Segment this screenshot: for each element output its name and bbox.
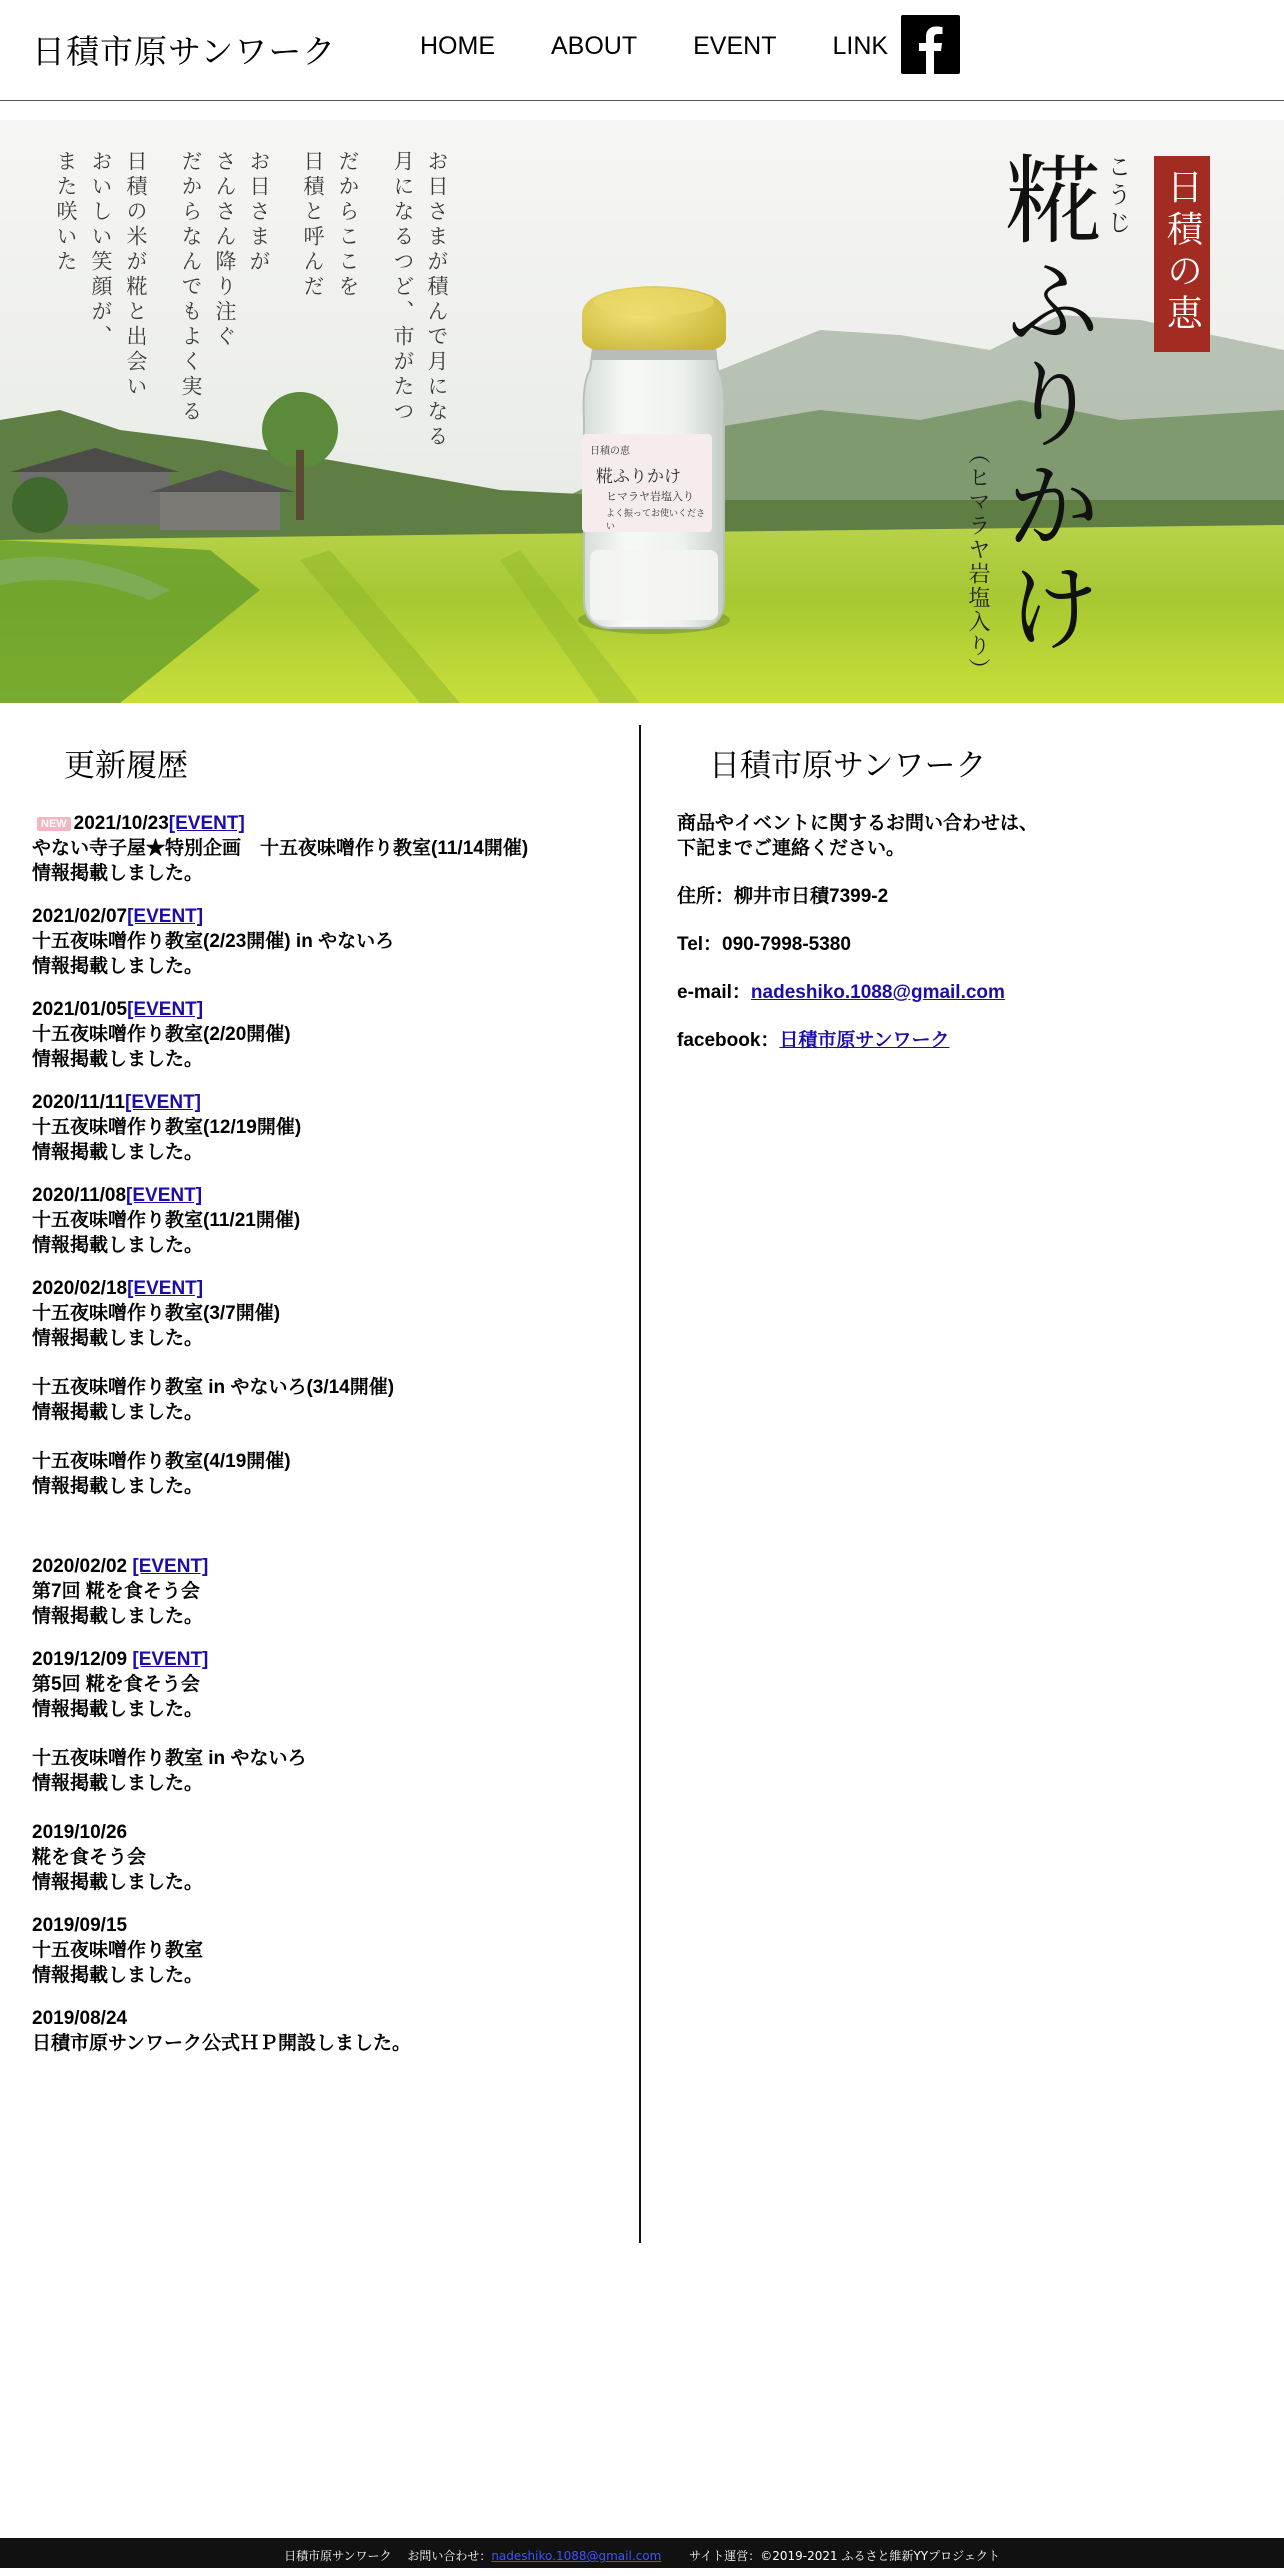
list-item — [32, 1913, 612, 1988]
list-item — [32, 904, 612, 979]
entry-text: 第7回 糀を食そう会 — [32, 1581, 200, 1602]
contact-intro-line2: 下記までご連絡ください。 — [677, 838, 906, 859]
product-badge: 日積の恵 — [1154, 156, 1210, 352]
nav-event[interactable]: EVENT — [693, 32, 777, 60]
entry-text: 十五夜味噌作り教室(4/19開催) — [32, 1451, 291, 1472]
event-link[interactable]: [EVENT] — [127, 999, 204, 1020]
entry-date: 2020/11/08 — [32, 1185, 127, 1206]
nav-about[interactable]: ABOUT — [551, 32, 638, 60]
list-item — [32, 811, 612, 886]
entry-note: 情報掲載しました。 — [32, 1235, 204, 1256]
poem-line: また咲いた — [54, 150, 78, 275]
entry-note: 情報掲載しました。 — [32, 1142, 204, 1163]
entry-date: 2019/08/24 — [32, 2008, 128, 2029]
entry-note: 情報掲載しました。 — [32, 1699, 204, 1720]
list-item — [32, 1183, 612, 1258]
main-nav — [420, 32, 944, 61]
list-item — [32, 1746, 612, 1796]
list-item — [32, 1449, 612, 1499]
jar-label-line2: 糀ふりかけ — [596, 467, 681, 487]
facebook-label: facebook： — [677, 1030, 780, 1051]
entry-text: 十五夜味噌作り教室 in やないろ(3/14開催) — [32, 1377, 395, 1398]
facebook-link[interactable]: 日積市原サンワーク — [779, 1030, 950, 1051]
jar-label-line1: 日積の恵 — [590, 446, 630, 457]
poem-line: だからなんでもよく実る — [179, 150, 203, 425]
new-badge: NEW — [37, 817, 71, 831]
poem-line: だからここを — [336, 150, 360, 300]
hero-banner — [0, 120, 1284, 703]
contact-address: 住所：柳井市日積7399-2 — [677, 886, 889, 907]
entry-note: 情報掲載しました。 — [32, 956, 204, 977]
contact-title: 日積市原サンワーク — [709, 748, 987, 784]
poem-line: さんさん降り注ぐ — [213, 150, 237, 350]
entry-note: 情報掲載しました。 — [32, 1773, 204, 1794]
event-link[interactable]: [EVENT] — [132, 1649, 209, 1670]
entry-date: 2019/09/15 — [32, 1915, 128, 1936]
entry-note: 情報掲載しました。 — [32, 1049, 204, 1070]
email-label: e-mail： — [677, 982, 751, 1003]
footer-email-link[interactable]: nadeshiko.1088@gmail.com — [491, 2549, 662, 2563]
site-header — [0, 0, 1284, 101]
footer-inquiry-label: お問い合わせ： — [407, 2549, 492, 2563]
entry-date: 2021/01/05 — [32, 999, 128, 1020]
entry-note: 情報掲載しました。 — [32, 1872, 204, 1893]
entry-text: 十五夜味噌作り教室(11/21開催) — [32, 1210, 301, 1231]
entry-note: 情報掲載しました。 — [32, 1965, 204, 1986]
contact-section — [677, 740, 1237, 1076]
list-item — [32, 1375, 612, 1425]
entry-text: 十五夜味噌作り教室(2/20開催) — [32, 1024, 291, 1045]
entry-text: 糀を食そう会 — [32, 1847, 147, 1868]
contact-email-row — [677, 980, 1237, 1005]
entry-text: 日積市原サンワーク公式ＨＰ開設しました。 — [32, 2033, 412, 2054]
entry-date: 2020/02/02 — [32, 1556, 133, 1577]
list-item — [32, 1090, 612, 1165]
entry-text: 十五夜味噌作り教室 in やないろ — [32, 1748, 307, 1769]
contact-intro — [677, 811, 1237, 861]
contact-tel: Tel：090-7998-5380 — [677, 934, 851, 955]
entry-note: 情報掲載しました。 — [32, 863, 204, 884]
footer-org: 日積市原サンワーク — [284, 2549, 392, 2563]
entry-note: 情報掲載しました。 — [32, 1606, 204, 1627]
footer-credit: サイト運営：©2019-2021 ふるさと維新YYプロジェクト — [689, 2549, 1000, 2563]
jar-label — [582, 434, 712, 532]
entry-text: 第5回 糀を食そう会 — [32, 1674, 200, 1695]
event-link[interactable]: [EVENT] — [168, 813, 245, 834]
entry-text: 十五夜味噌作り教室 — [32, 1940, 204, 1961]
nav-link[interactable]: LINK — [832, 32, 889, 60]
update-history — [32, 740, 612, 2074]
list-item — [32, 2006, 612, 2056]
product-name: 糀ふりかけ — [990, 150, 1102, 660]
nav-home[interactable]: HOME — [420, 32, 495, 60]
poem-line: お日さまが — [247, 150, 271, 275]
email-link[interactable]: nadeshiko.1088@gmail.com — [750, 982, 1005, 1003]
site-title[interactable]: 日積市原サンワーク — [32, 32, 337, 71]
entry-text: やない寺子屋★特別企画 十五夜味噌作り教室(11/14開催) — [32, 838, 529, 859]
event-link[interactable]: [EVENT] — [125, 1092, 201, 1113]
poem-line: 月になるつど、市がたつ — [391, 150, 415, 425]
entry-date: 2019/12/09 — [32, 1649, 133, 1670]
history-title: 更新履歴 — [64, 748, 188, 784]
list-item — [32, 1276, 612, 1351]
entry-note: 情報掲載しました。 — [32, 1476, 204, 1497]
jar-label-line3: ヒマラヤ岩塩入り — [606, 490, 694, 503]
event-link[interactable]: [EVENT] — [127, 1278, 204, 1299]
jar-label-line4: よく振ってお使いください — [606, 509, 706, 532]
entry-date: 2021/02/07 — [32, 906, 128, 927]
entry-text: 十五夜味噌作り教室(12/19開催) — [32, 1117, 302, 1138]
entry-note: 情報掲載しました。 — [32, 1328, 204, 1349]
entry-text: 十五夜味噌作り教室(2/23開催) in やないろ — [32, 931, 395, 952]
event-link[interactable]: [EVENT] — [132, 1556, 209, 1577]
entry-date: 2021/10/23 — [73, 813, 169, 834]
event-link[interactable]: [EVENT] — [126, 1185, 203, 1206]
contact-intro-line1: 商品やイベントに関するお問い合わせは、 — [677, 813, 1039, 834]
list-item — [32, 997, 612, 1072]
list-item — [32, 1820, 612, 1895]
entry-note: 情報掲載しました。 — [32, 1402, 204, 1423]
poem-line: 日積の米が糀と出会い — [124, 150, 148, 400]
product-subtitle: （ヒマラヤ岩塩入り） — [965, 442, 990, 682]
list-item — [32, 1554, 612, 1629]
event-link[interactable]: [EVENT] — [127, 906, 204, 927]
column-divider — [639, 725, 641, 2243]
entry-date: 2019/10/26 — [32, 1822, 128, 1843]
entry-date: 2020/02/18 — [32, 1278, 128, 1299]
poem-line: おいしい笑顔が、 — [89, 150, 113, 350]
product-ruby: こうじ — [1103, 154, 1131, 238]
history-list — [32, 811, 612, 2056]
site-footer — [0, 2538, 1284, 2568]
list-item — [32, 1647, 612, 1722]
poem-line: 日積と呼んだ — [301, 150, 325, 300]
poem-line: お日さまが積んで月になる — [425, 150, 449, 450]
entry-date: 2020/11/11 — [32, 1092, 125, 1113]
contact-details — [677, 811, 1237, 1053]
facebook-icon[interactable] — [901, 15, 960, 74]
contact-facebook-row — [677, 1028, 1237, 1053]
entry-text: 十五夜味噌作り教室(3/7開催) — [32, 1303, 281, 1324]
